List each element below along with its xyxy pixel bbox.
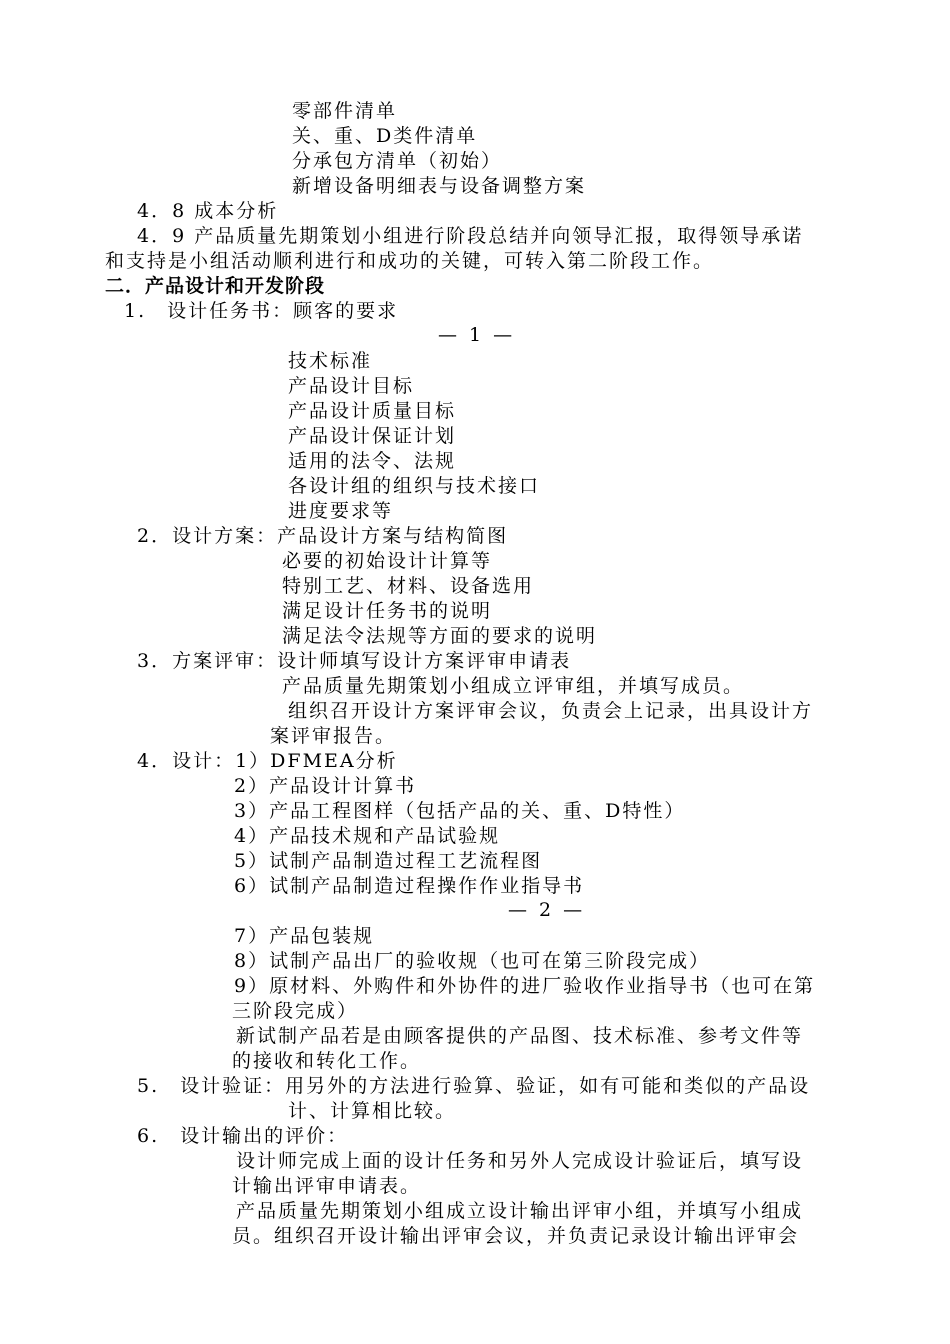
item-3-label: 3．方案评审：设计师填写设计方案评审申请表 xyxy=(137,650,572,672)
item-2-label: 2．设计方案：产品设计方案与结构简图 xyxy=(137,525,509,547)
item-6-p2-line2: 员。组织召开设计输出评审会议，并负责记录设计输出评审会 xyxy=(232,1225,800,1247)
item-6-title: 6. 设计输出的评价： xyxy=(137,1125,349,1147)
item-6-p2-line1: 产品质量先期策划小组成立设计输出评审小组，并填写小组成 xyxy=(236,1200,804,1222)
list-item: 满足法令法规等方面的要求的说明 xyxy=(282,625,598,647)
list-item: 特别工艺、材料、设备选用 xyxy=(282,575,535,597)
list-item: 三阶段完成） xyxy=(232,1000,359,1022)
list-item: 5）试制产品制造过程工艺流程图 xyxy=(234,850,543,872)
page-number: — 1 — xyxy=(438,324,516,346)
item-5-line2: 计、计算相比较。 xyxy=(288,1100,457,1122)
section-4-9-line1: 4．9 产品质量先期策划小组进行阶段总结并向领导汇报，取得领导承诺 xyxy=(137,225,804,247)
list-item: 零部件清单 xyxy=(292,100,398,122)
list-item: 产品设计保证计划 xyxy=(288,425,457,447)
item-4-label: 4．设计：1）DFMEA分析 xyxy=(137,750,398,772)
page-number: — 2 — xyxy=(508,899,586,921)
list-item: 产品质量先期策划小组成立评审组，并填写成员。 xyxy=(282,675,745,697)
list-item: 9）原材料、外购件和外协件的进厂验收作业指导书（也可在第 xyxy=(234,975,816,997)
item-1-title: 1. 设计任务书：顾客的要求 xyxy=(124,300,399,322)
list-item: 适用的法令、法规 xyxy=(288,450,457,472)
list-item: 8）试制产品出厂的验收规（也可在第三阶段完成） xyxy=(234,950,711,972)
list-item: 关、重、D类件清单 xyxy=(292,125,478,147)
item-6-p1-line1: 设计师完成上面的设计任务和另外人完成设计验证后，填写设 xyxy=(236,1150,804,1172)
list-item: 3）产品工程图样（包括产品的关、重、D特性） xyxy=(234,800,686,822)
list-item: 4）产品技术规和产品试验规 xyxy=(234,825,501,847)
list-item: 新增设备明细表与设备调整方案 xyxy=(292,175,587,197)
item-4-note-line2: 的接收和转化工作。 xyxy=(232,1050,422,1072)
item-5-line1: 5. 设计验证：用另外的方法进行验算、验证，如有可能和类似的产品设 xyxy=(137,1075,811,1097)
list-item: 案评审报告。 xyxy=(270,725,397,747)
list-item: 6）试制产品制造过程操作作业指导书 xyxy=(234,875,585,897)
list-item: 分承包方清单（初始） xyxy=(292,150,503,172)
list-item: 必要的初始设计计算等 xyxy=(282,550,493,572)
list-item: 组织召开设计方案评审会议，负责会上记录，出具设计方 xyxy=(288,700,814,722)
section-heading: 二．产品设计和开发阶段 xyxy=(105,275,326,297)
list-item: 产品设计目标 xyxy=(288,375,415,397)
item-4-note-line1: 新试制产品若是由顾客提供的产品图、技术标准、参考文件等 xyxy=(236,1025,804,1047)
item-6-p1-line2: 计输出评审申请表。 xyxy=(232,1175,422,1197)
list-item: 7）产品包装规 xyxy=(234,925,375,947)
section-4-9-line2: 和支持是小组活动顺利进行和成功的关键，可转入第二阶段工作。 xyxy=(105,250,715,272)
list-item: 产品设计质量目标 xyxy=(288,400,457,422)
list-item: 满足设计任务书的说明 xyxy=(282,600,493,622)
section-4-8: 4．8 成本分析 xyxy=(137,200,279,222)
list-item: 各设计组的组织与技术接口 xyxy=(288,475,541,497)
list-item: 2）产品设计计算书 xyxy=(234,775,417,797)
list-item: 进度要求等 xyxy=(288,500,394,522)
list-item: 技术标准 xyxy=(288,350,373,372)
